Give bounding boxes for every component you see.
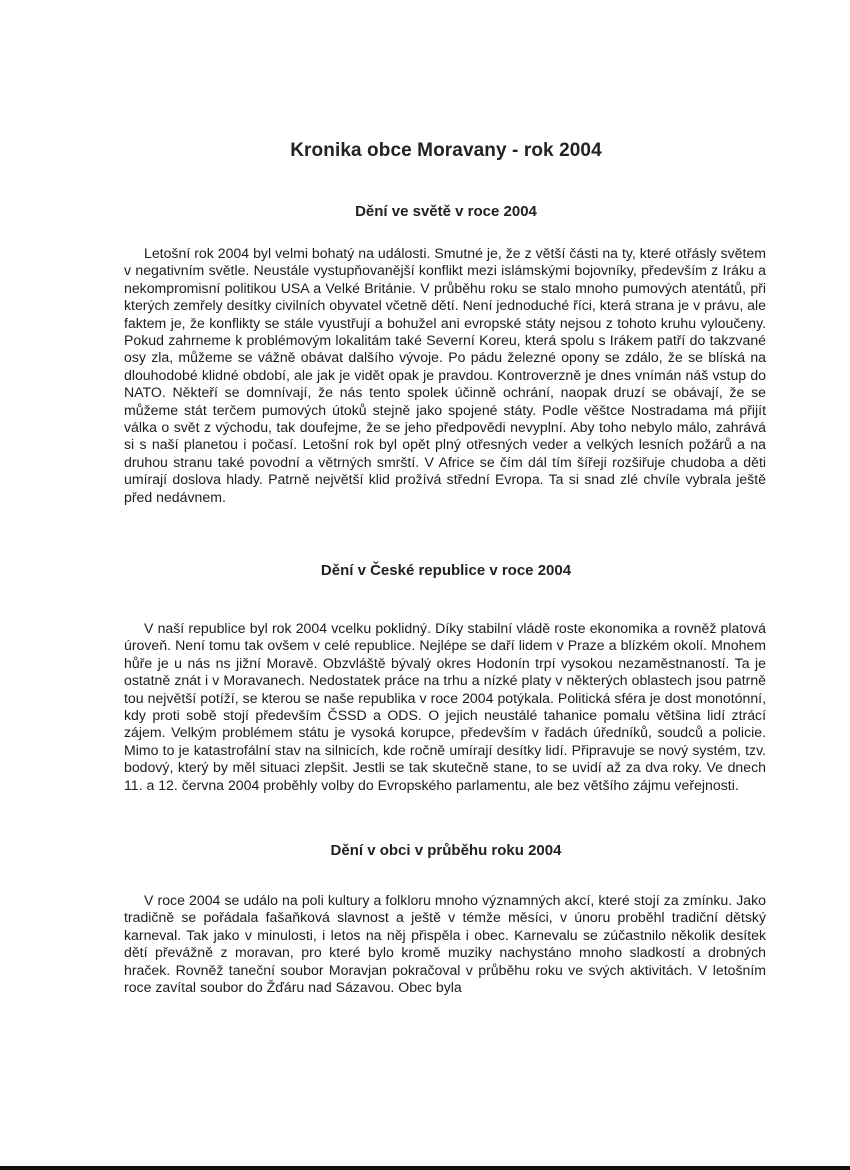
- section-paragraph-village: V roce 2004 se událo na poli kultury a folkloru mnoho významných akcí, které stojí za zmínku. Jako tradičně se pořádala fašaňková slavnost a ještě v témže měsíci, v únoru proběhl tradiční dětský karneval. Tak jako v minulosti, i letos na něj přispěla i obec. Karnevalu se zúčastnilo několik desítek dětí převážně z moravan, pro které bylo kromě muziky nachystáno mnoho sladkostí a drobných hraček. Rovněž taneční soubor Moravjan pokračoval v průběhu roku ve svých aktivitách. V letošním roce zavítal soubor do Žďáru nad Sázavou. Obec byla: [124, 892, 766, 996]
- document-title: Kronika obce Moravany - rok 2004: [290, 140, 602, 161]
- section-paragraph-world: Letošní rok 2004 byl velmi bohatý na události. Smutné je, že z větší části na ty, které otřásly světem v negativním světle. Neustále vystupňovanější konflikt mezi islámskými bojovníky, především z Iráku a nekompromisní politikou USA a Velké Británie. V průběhu roku se stalo mnoho pumových atentátů, při kterých zemřely desítky civilních obyvatel včetně dětí. Není jednoduché říci, která strana je v právu, ale faktem je, že konflikty se stále vyustřují a bohužel ani evropské státy nejsou z tohoto kruhu vyloučeny. Pokud zahrneme k problémovým lokalitám také Severní Koreu, která spolu s Irákem patří do takzvané osy zla, můžeme se vážně obávat dalšího vývoje. Po pádu železné opony se zdálo, že se blíská na dlouhodobé klidné období, ale jak je vidět opak je pravdou. Kontroverzně je dnes vnímán náš vstup do NATO. Někteří se domnívají, že nás tento spolek účinně ochrání, naopak druzí se obávají, že se můžeme stát terčem pumových útoků stejně jako spojené státy. Podle věštce Nostradama má přijít válka o svět z východu, tak doufejme, že se jeho předpovědi nevyplní. Aby toho nebylo málo, zahrává si s naší planetou i počasí. Letošní rok byl opět plný otřesných veder a velkých lesních požárů a na druhou stranu také povodní a větrných smrští. V Africe se čím dál tím šířeji rozšiřuje chudoba a děti umírají doslova hlady. Patrně největší klid prožívá střední Evropa. Ta si snad zlé chvíle vybrala ještě před nedávnem.: [124, 245, 766, 505]
- section-heading-czech: Dění v České republice v roce 2004: [320, 562, 572, 579]
- section-heading-village: Dění v obci v průběhu roku 2004: [330, 842, 562, 859]
- section-heading-world: Dění ve světě v roce 2004: [355, 203, 537, 220]
- scan-edge-divider: [0, 1166, 850, 1170]
- section-paragraph-czech: V naší republice byl rok 2004 vcelku poklidný. Díky stabilní vládě roste ekonomika a rovněž platová úroveň. Není tomu tak ovšem v celé republice. Nejlépe se daří lidem v Praze a blízkém okolí. Mnohem hůře je u nás ns jižní Moravě. Obzvláště bývalý okres Hodonín trpí vysokou nezaměstnaností. Ta je ostatně znát i v Moravanech. Nedostatek práce na trhu a nízké platy v některých oblastech jsou patrně tou největší potíží, se kterou se naše republika v roce 2004 potýkala. Politická sféra je dost monotónní, kdy proti sobě stojí především ČSSD a ODS. O jejich neustálé tahanice pomalu většina lidí ztrácí zájem. Velkým problémem státu je vysoká korupce, především v řadách úředníků, soudců a policie. Mimo to je katastrofální stav na silnicích, kde ročně umírají desítky lidí. Připravuje se nový systém, tzv. bodový, který by měl situaci zlepšit. Jestli se tak skutečně stane, to se uvidí až za dva roky. Ve dnech 11. a 12. června 2004 proběhly volby do Evropského parlamentu, ale bez většího zájmu veřejnosti.: [124, 620, 766, 793]
